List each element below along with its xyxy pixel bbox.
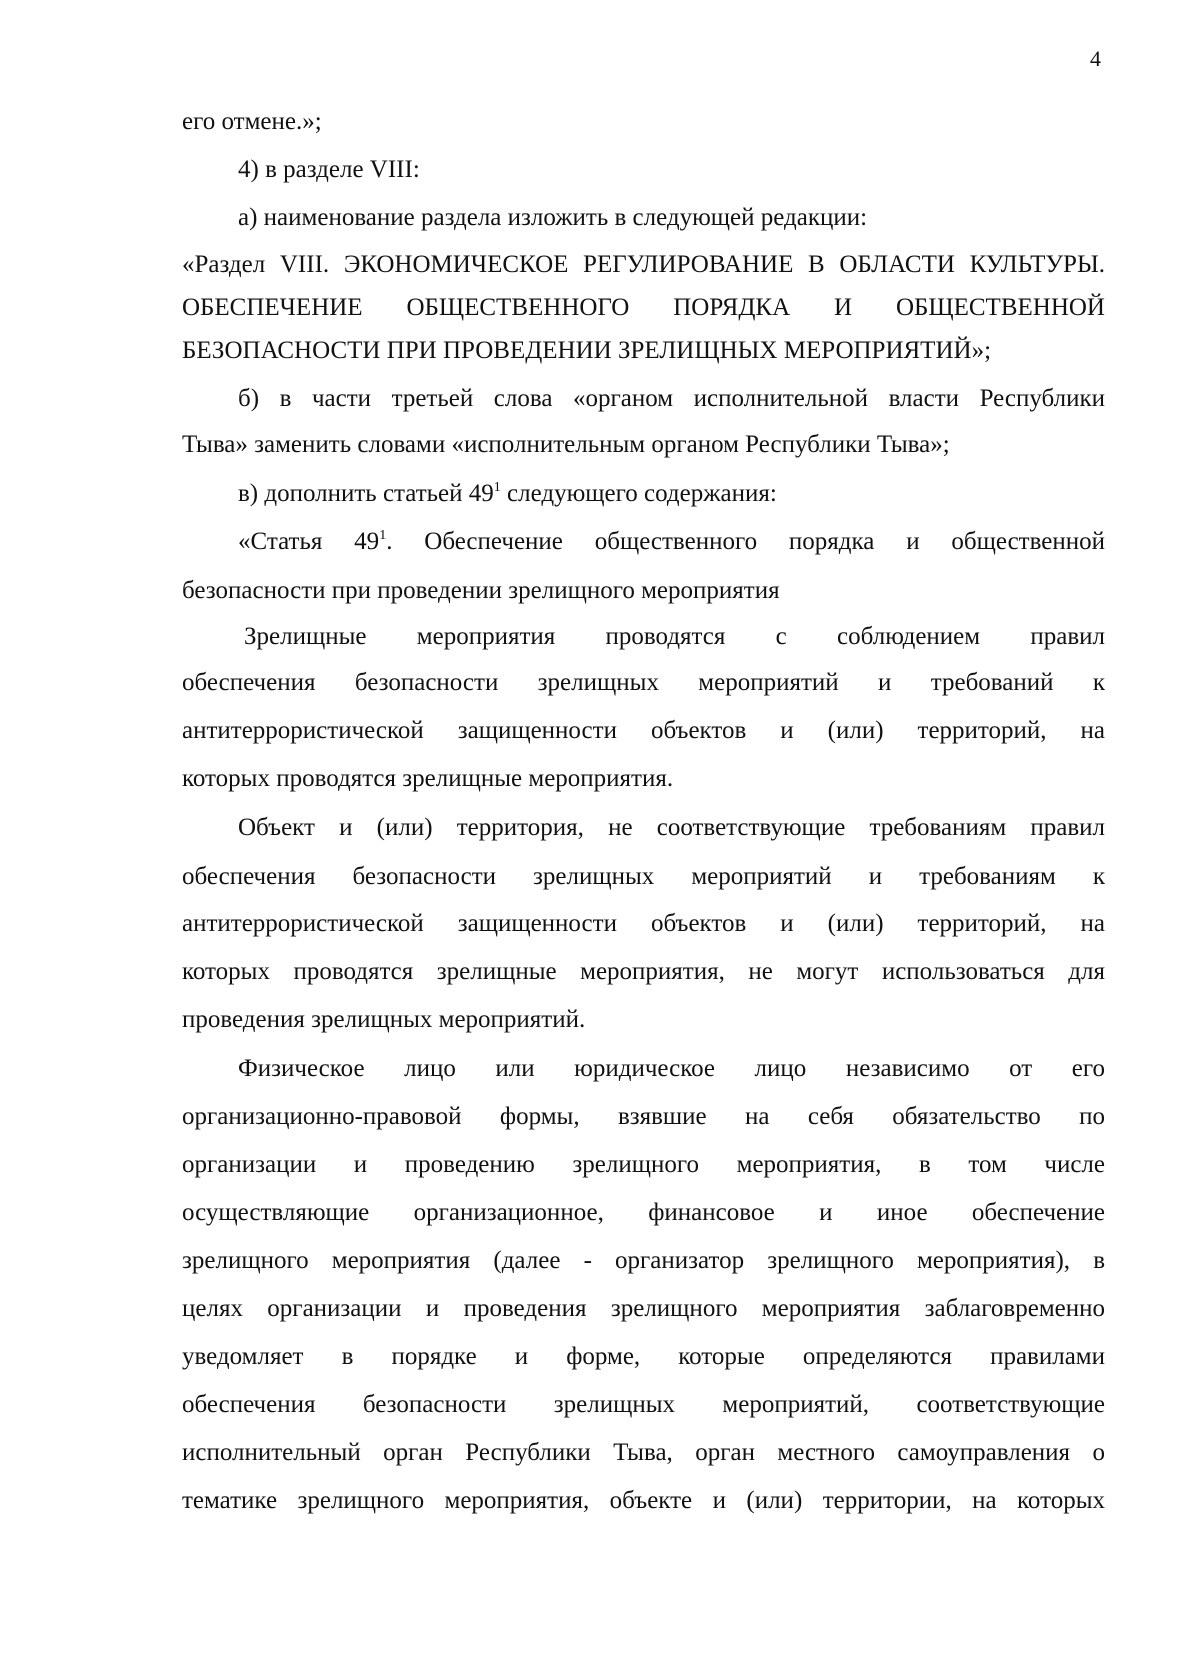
text-line: Зрелищные мероприятия проводятся с соблюдением правил [244,623,1105,650]
text-line: которых проводятся зрелищные мероприятия. [182,765,674,792]
text-line: осуществляющие организационное, финансовое и иное обеспечение [182,1199,1105,1226]
text-line: а) наименование раздела изложить в следующей редакции: [238,204,868,231]
superscript: 1 [379,528,387,543]
text-line: тематике зрелищного мероприятия, объекте и (или) территории, на которых [182,1487,1105,1514]
text-line: целях организации и проведения зрелищного мероприятия заблаговременно [182,1295,1105,1322]
text-line: проведения зрелищных мероприятий. [182,1006,586,1033]
text-line: зрелищного мероприятия (далее - организатор зрелищного мероприятия), в [182,1247,1105,1274]
text-line: «Раздел VIII. ЭКОНОМИЧЕСКОЕ РЕГУЛИРОВАНИЕ В ОБЛАСТИ КУЛЬТУРЫ. [182,251,1105,278]
text-line: исполнительный орган Республики Тыва, орган местного самоуправления о [182,1439,1105,1466]
text-line: его отмене.»; [182,108,322,135]
text-line: БЕЗОПАСНОСТИ ПРИ ПРОВЕДЕНИИ ЗРЕЛИЩНЫХ МЕРОПРИЯТИЙ»; [182,337,992,364]
text-line: организации и проведению зрелищного мероприятия, в том числе [182,1151,1105,1178]
text-line: антитеррористической защищенности объектов и (или) территорий, на [182,717,1105,744]
text-line: 4) в разделе VIII: [238,156,420,183]
text-line: обеспечения безопасности зрелищных мероприятий и требованиям к [182,863,1105,890]
text-line: обеспечения безопасности зрелищных мероприятий, соответствующие [182,1391,1105,1418]
text-line: «Статья $49^1$. Обеспечение общественного порядка и общественной [238,528,1105,555]
text-line: Тыва» заменить словами «исполнительным органом Республики Тыва»; [182,431,950,458]
page-number: 4 [1090,46,1101,71]
text-line: в) дополнить статьей $49^1$ следующего содержания: [238,480,777,507]
text-line: уведомляет в порядке и форме, которые определяются правилами [182,1343,1105,1370]
text-line: Физическое лицо или юридическое лицо независимо от его [238,1055,1105,1082]
text-line: безопасности при проведении зрелищного мероприятия [182,577,780,604]
text-line: организационно-правовой формы, взявшие на себя обязательство по [182,1103,1105,1130]
text-line: которых проводятся зрелищные мероприятия, не могут использоваться для [182,958,1105,985]
text-line: Объект и (или) территория, не соответствующие требованиям правил [238,814,1105,841]
text-line: б) в части третьей слова «органом исполнительной власти Республики [238,385,1105,412]
text-line: антитеррористической защищенности объектов и (или) территорий, на [182,910,1105,937]
text-line: обеспечения безопасности зрелищных мероприятий и требований к [182,669,1105,696]
text-line: ОБЕСПЕЧЕНИЕ ОБЩЕСТВЕННОГО ПОРЯДКА И ОБЩЕСТВЕННОЙ [182,294,1105,321]
superscript: 1 [493,480,501,495]
